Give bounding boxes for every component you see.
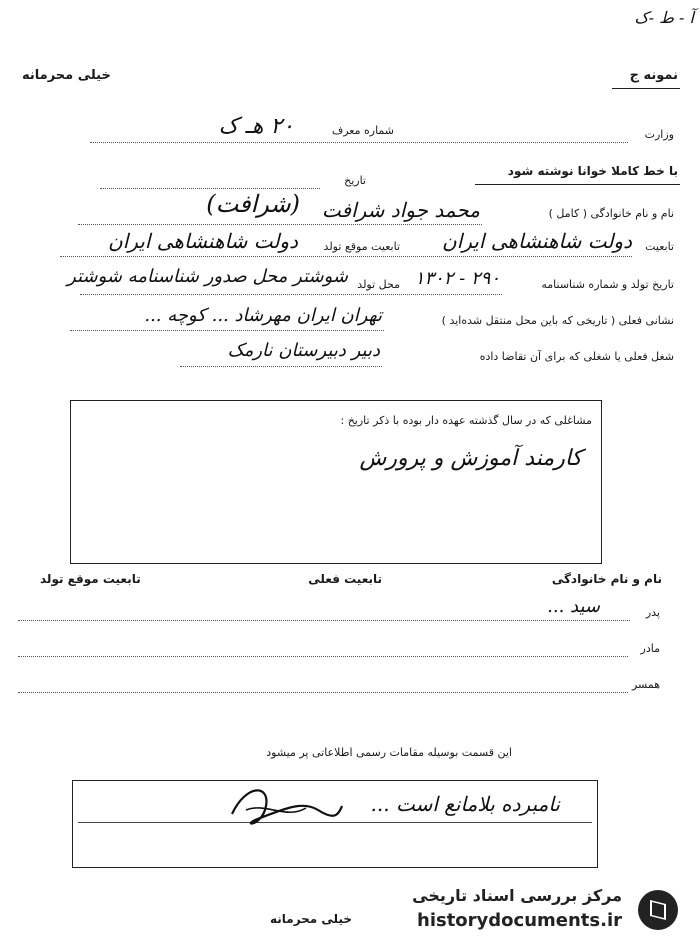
mother-label: مادر: [640, 642, 660, 655]
watermark-logo-icon: [638, 890, 678, 930]
instruction: با خط کاملا خوانا نوشته شود: [507, 164, 678, 178]
birth-place-value: شوشتر محل صدور شناسنامه شوشتر: [67, 266, 348, 287]
form-label-underline: [612, 88, 680, 89]
occupation-label: شغل فعلی یا شغلی که برای آن تقاضا داده: [479, 350, 674, 363]
ministry-label: وزارت: [644, 128, 674, 141]
father-value: سید ...: [547, 596, 600, 617]
instruction-underline: [475, 184, 680, 185]
address-value: تهران ایران مهرشاد ... کوچه ...: [144, 305, 382, 326]
father-dots: [18, 620, 630, 621]
past-jobs-label: مشاغلی که در سال گذشته عهده دار بوده با ذکر تاریخ :: [340, 414, 592, 427]
mother-dots: [18, 656, 628, 657]
occupation-value: دبیر دبیرستان نارمک: [227, 340, 380, 361]
col-current-nat-header: تابعیت فعلی: [308, 572, 382, 586]
watermark-title: مرکز بررسی اسناد تاریخی: [412, 886, 622, 905]
birth-dots: [80, 294, 502, 295]
watermark-url: historydocuments.ir: [417, 910, 622, 931]
occupation-dots: [180, 366, 382, 367]
ministry-dots: [90, 142, 628, 143]
date-dots: [100, 188, 320, 189]
birth-nationality-value: دولت شاهنشاهی ایران: [108, 229, 298, 253]
full-name-value: محمد جواد شرافت: [321, 198, 480, 222]
birth-nationality-label: تابعیت موقع تولد: [323, 240, 400, 253]
official-note: این قسمت بوسیله مقامات رسمی اطلاعاتی پر میشود: [266, 746, 512, 759]
past-jobs-value: کارمند آموزش و پرورش: [359, 446, 582, 471]
signature-icon: [226, 780, 346, 830]
classification-header: خیلی محرمانه: [22, 68, 111, 83]
nationality-value: دولت شاهنشاهی ایران: [442, 229, 632, 253]
official-value: نامبرده بلامانع است ...: [370, 792, 560, 816]
nationality-label: تابعیت: [645, 240, 674, 253]
birth-place-label: محل تولد: [357, 278, 400, 291]
birth-label: تاریخ تولد و شماره شناسنامه: [541, 278, 674, 291]
form-label: نمونه ج: [629, 68, 678, 83]
ref-value: ۲۰ هـ ک: [215, 114, 298, 139]
date-label: تاریخ: [340, 174, 370, 187]
address-dots: [70, 330, 384, 331]
col-birth-nat-header: تابعیت موقع تولد: [40, 572, 141, 586]
father-label: پدر: [645, 606, 660, 619]
spouse-label: همسر: [631, 678, 660, 691]
address-label: نشانی فعلی ( تاریخی که باین محل منتقل شده‌اید ): [441, 314, 674, 327]
birth-date-value: ۲۹۰ - ۱۳۰۲: [414, 268, 500, 289]
nationality-dots: [60, 256, 632, 257]
corner-note: آ - ط -ک: [634, 8, 694, 27]
full-name-extra: (شرافت): [206, 190, 300, 218]
full-name-dots: [78, 224, 482, 225]
ref-label: شماره معرف: [328, 124, 398, 137]
classification-footer: خیلی محرمانه: [269, 912, 352, 926]
col-name-header: نام و نام خانوادگی: [551, 572, 662, 586]
spouse-dots: [18, 692, 628, 693]
full-name-label: نام و نام خانوادگی ( کامل ): [548, 207, 674, 220]
